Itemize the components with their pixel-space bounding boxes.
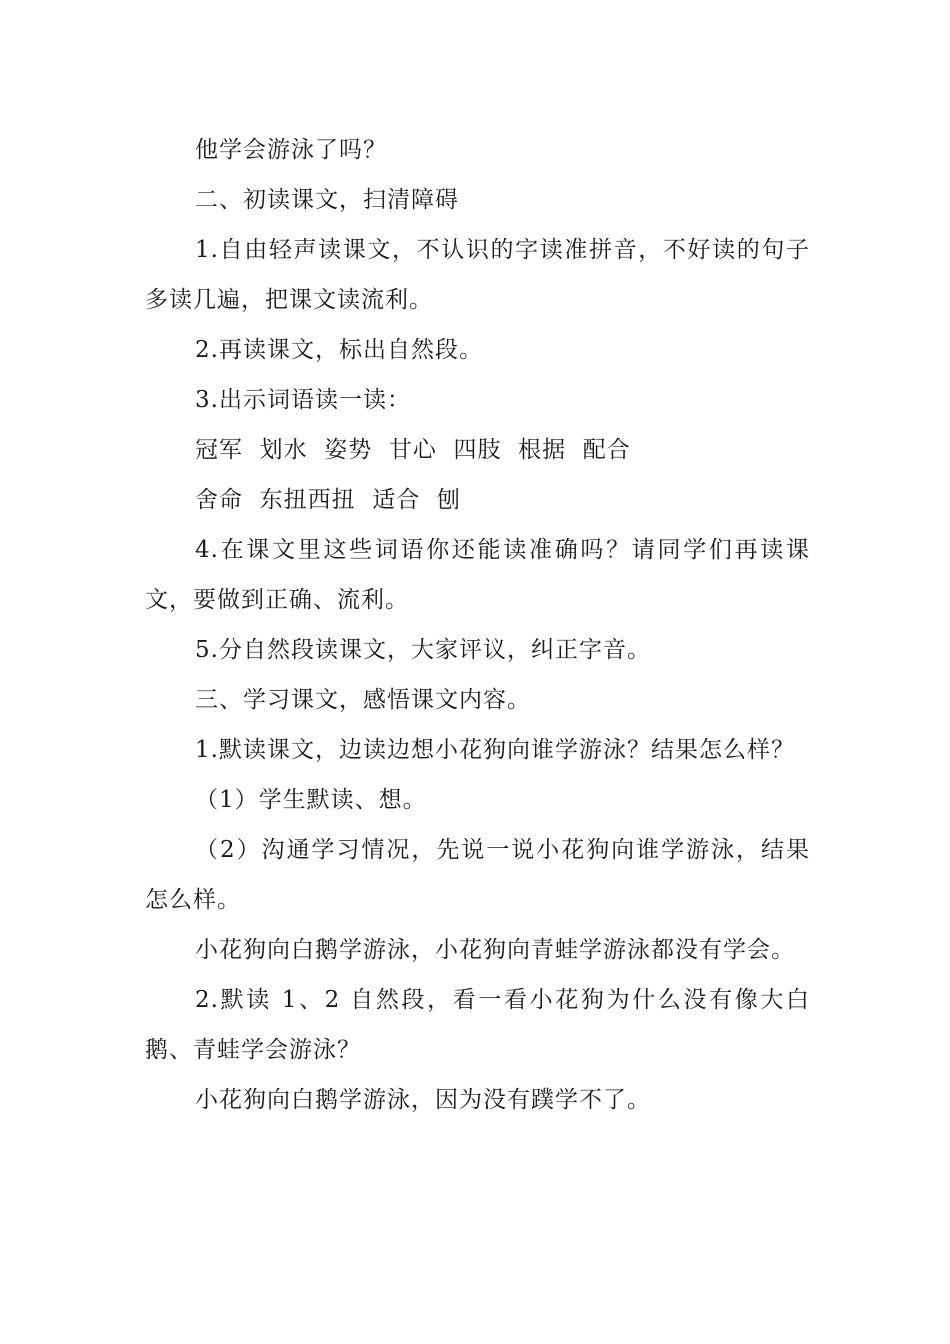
paragraph-step-3: 3.出示词语读一读： — [195, 387, 411, 413]
paragraph-learn-1: 1.默读课文，边读边想小花狗向谁学游泳？结果怎么样？ — [195, 737, 795, 763]
paragraph-step-4: 4.在课文里这些词语你还能读准确吗？请同学们再读课文，要做到正确、流利。 — [145, 537, 810, 613]
paragraph-answer-1: 小花狗向白鹅学游泳，小花狗向青蛙学游泳都没有学会。 — [195, 937, 795, 963]
word-list-line-1: 冠军 划水 姿势 甘心 四肢 根据 配合 — [195, 437, 631, 463]
paragraph-answer-2: 小花狗向白鹅学游泳，因为没有蹼学不了。 — [195, 1087, 651, 1113]
section-heading-3: 三、学习课文，感悟课文内容。 — [195, 687, 531, 713]
paragraph-sub-2: （2）沟通学习情况，先说一说小花狗向谁学游泳，结果怎么样。 — [145, 837, 810, 913]
paragraph-step-5: 5.分自然段读课文，大家评议，纠正字音。 — [195, 637, 651, 663]
paragraph-learn-2: 2.默读 1、2 自然段，看一看小花狗为什么没有像大白鹅、青蛙学会游泳？ — [145, 987, 810, 1063]
paragraph-step-1: 1.自由轻声读课文，不认识的字读准拼音，不好读的句子多读几遍，把课文读流利。 — [145, 237, 810, 313]
paragraph-step-2: 2.再读课文，标出自然段。 — [195, 337, 483, 363]
word-list-line-2: 舍命 东扭西扭 适合 刨 — [195, 487, 461, 513]
section-heading-2: 二、初读课文，扫清障碍 — [195, 187, 459, 213]
paragraph-sub-1: （1）学生默读、想。 — [195, 787, 427, 813]
paragraph-question: 他学会游泳了吗？ — [195, 137, 387, 163]
document-body — [145, 125, 810, 1125]
